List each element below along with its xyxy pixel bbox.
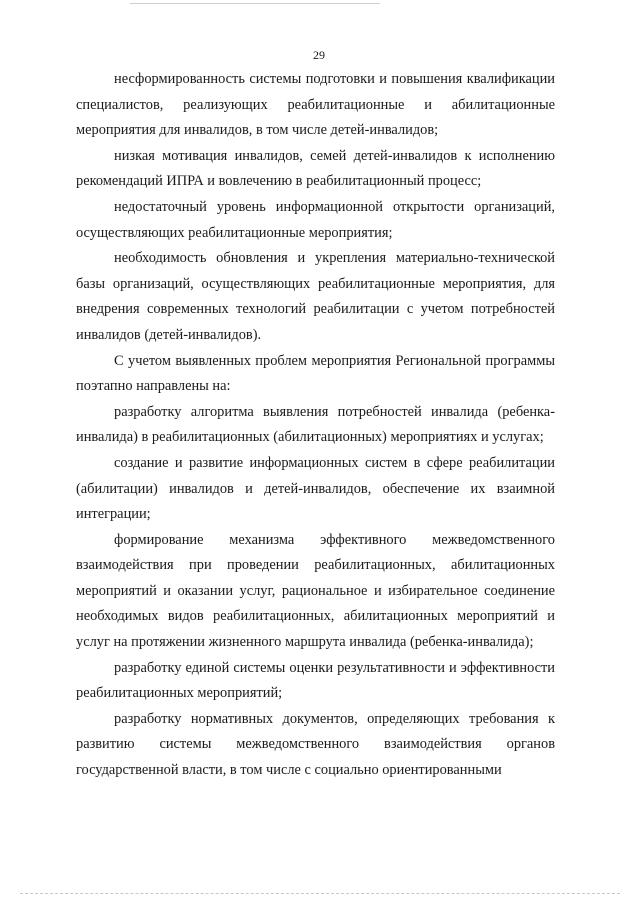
scan-artifact-bottom-line (20, 893, 620, 894)
paragraph: разработку единой системы оценки результативности и эффективности реабилитационных мероприятий; (76, 659, 555, 702)
paragraph: С учетом выявленных проблем мероприятия Региональной программы поэтапно направлены на: (76, 352, 555, 395)
paragraph: недостаточный уровень информационной открытости организаций, осуществляющих реабилитационные мероприятия; (76, 198, 555, 241)
paragraph: необходимость обновления и укрепления материально-технической базы организаций, осуществляющих реабилитационные мероприятия, для внедрения современных технологий реабилитации с учетом потребностей инвалидов (детей-инвалидов). (76, 250, 555, 343)
scan-artifact-top-line (130, 3, 380, 4)
paragraph: создание и развитие информационных систем в сфере реабилитации (абилитации) инвалидов и детей-инвалидов, обеспечение их взаимной интеграции; (76, 454, 555, 523)
body-text (76, 67, 555, 784)
paragraph: низкая мотивация инвалидов, семей детей-инвалидов к исполнению рекомендаций ИПРА и вовлечению в реабилитационный процесс; (76, 147, 555, 190)
paragraph: несформированность системы подготовки и повышения квалификации специалистов, реализующих реабилитационные и абилитационные мероприятия для инвалидов, в том числе детей-инвалидов; (76, 71, 555, 139)
paragraph: формирование механизма эффективного межведомственного взаимодействия при проведении реабилитационных, абилитационных мероприятий и оказании услуг, рациональное и избирательное соединение необходимых видов реабилитационных, абилитационных мероприятий и услуг на протяжении жизненного маршрута инвалида (ребенка-инвалида); (76, 531, 555, 651)
page-number: 29 (313, 48, 325, 62)
paragraph: разработку нормативных документов, определяющих требования к развитию системы межведомственного взаимодействия органов государственной власти, в том числе с социально ориентированными (76, 710, 555, 779)
paragraph: разработку алгоритма выявления потребностей инвалида (ребенка-инвалида) в реабилитационных (абилитационных) мероприятиях и услугах; (76, 403, 555, 446)
